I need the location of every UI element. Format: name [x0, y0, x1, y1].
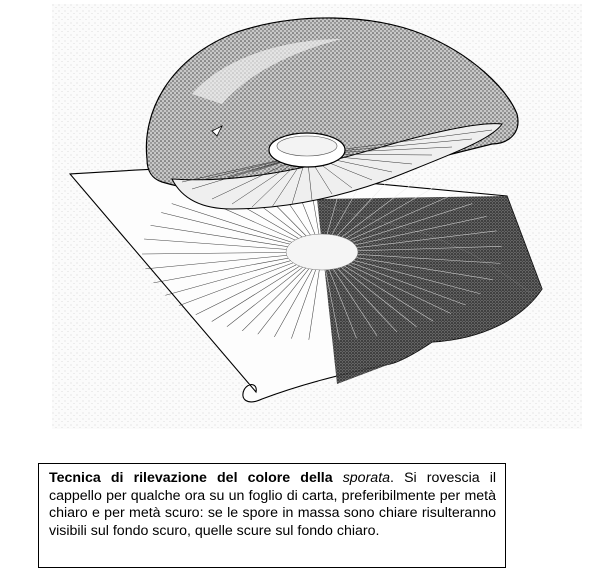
caption-title — [49, 470, 390, 486]
caption-title-text: Tecnica di rilevazione del colore della — [49, 470, 343, 486]
caption-body: . Si rovescia il cappello per qualche ora su un foglio di carta, preferibilmente per metà chiaro e per metà scuro: se le spore in massa sono chiare risulteranno visibili sul fondo scuro, quelle scure sul fondo chiaro. — [49, 470, 497, 539]
spore-print-illustration — [52, 4, 582, 429]
caption-title-italic: sporata — [342, 470, 391, 486]
caption-box — [38, 463, 506, 568]
stem-print-center — [286, 234, 358, 270]
